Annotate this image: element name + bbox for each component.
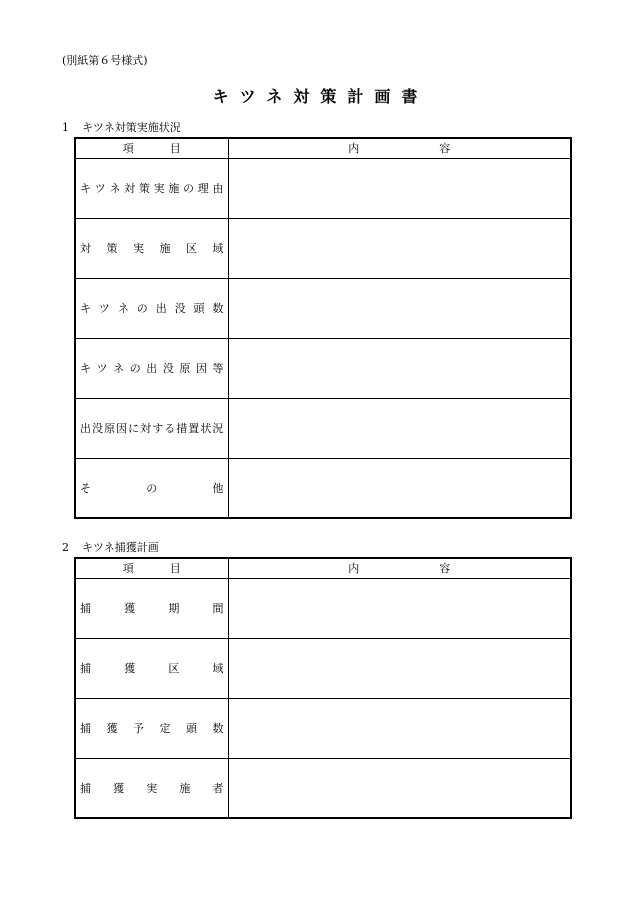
item-label-cell [75, 158, 228, 218]
content-cell[interactable] [228, 278, 571, 338]
item-label: 捕 獲 区 域 [80, 662, 224, 675]
section-1-heading [62, 119, 181, 135]
item-label-cell [75, 398, 228, 458]
content-cell[interactable] [228, 578, 571, 638]
header-content-label: 内 容 [348, 562, 451, 576]
header-content-label: 内 容 [348, 142, 451, 156]
header-item-cell [75, 558, 228, 578]
section-2-title: キツネ捕獲計画 [82, 541, 159, 554]
content-cell[interactable] [228, 758, 571, 818]
table-row [75, 338, 571, 398]
table-row [75, 758, 571, 818]
item-label: 対 策 実 施 区 域 [80, 242, 224, 255]
header-item-label: 項 目 [122, 142, 181, 156]
item-label: 捕 獲 予 定 頭 数 [80, 722, 224, 735]
header-content-cell [228, 558, 571, 578]
table-header-row [75, 138, 571, 158]
section-2-heading [62, 539, 159, 555]
item-label-cell [75, 698, 228, 758]
header-item-label: 項 目 [122, 562, 181, 576]
table-row [75, 698, 571, 758]
item-label: 捕 獲 実 施 者 [80, 781, 224, 795]
item-label: 捕 獲 期 間 [80, 602, 224, 615]
form-number-label: (別紙第６号様式) [62, 54, 148, 67]
header-item-cell [75, 138, 228, 158]
table-row [75, 398, 571, 458]
item-label-cell [75, 638, 228, 698]
item-label: キ ツ ネ の 出 没 頭 数 [80, 302, 224, 315]
item-label: 出 没 原 因 に 対 す る 措 置 状 況 [80, 422, 224, 435]
document-title: キツネ対策計画書 [212, 87, 429, 106]
table-row [75, 158, 571, 218]
item-label: そ の 他 [80, 481, 224, 495]
item-label: キ ツ ネ 対 策 実 施 の 理 由 [80, 182, 224, 195]
section-1-title: キツネ対策実施状況 [82, 121, 181, 134]
item-label-cell [75, 758, 228, 818]
content-cell[interactable] [228, 698, 571, 758]
content-cell[interactable] [228, 398, 571, 458]
content-cell[interactable] [228, 638, 571, 698]
table-row [75, 278, 571, 338]
capture-plan-table [74, 557, 572, 819]
table-row [75, 638, 571, 698]
header-content-cell [228, 138, 571, 158]
section-2-number: 2 [62, 541, 69, 554]
table-header-row [75, 558, 571, 578]
item-label-cell [75, 578, 228, 638]
item-label-cell [75, 218, 228, 278]
table-row [75, 218, 571, 278]
content-cell[interactable] [228, 338, 571, 398]
countermeasure-status-table [74, 137, 572, 519]
item-label-cell [75, 278, 228, 338]
item-label: キ ツ ネ の 出 没 原 因 等 [80, 362, 224, 375]
table-row [75, 458, 571, 518]
content-cell[interactable] [228, 158, 571, 218]
item-label-cell [75, 458, 228, 518]
section-1-number: 1 [62, 121, 69, 134]
item-label-cell [75, 338, 228, 398]
content-cell[interactable] [228, 218, 571, 278]
content-cell[interactable] [228, 458, 571, 518]
table-row [75, 578, 571, 638]
